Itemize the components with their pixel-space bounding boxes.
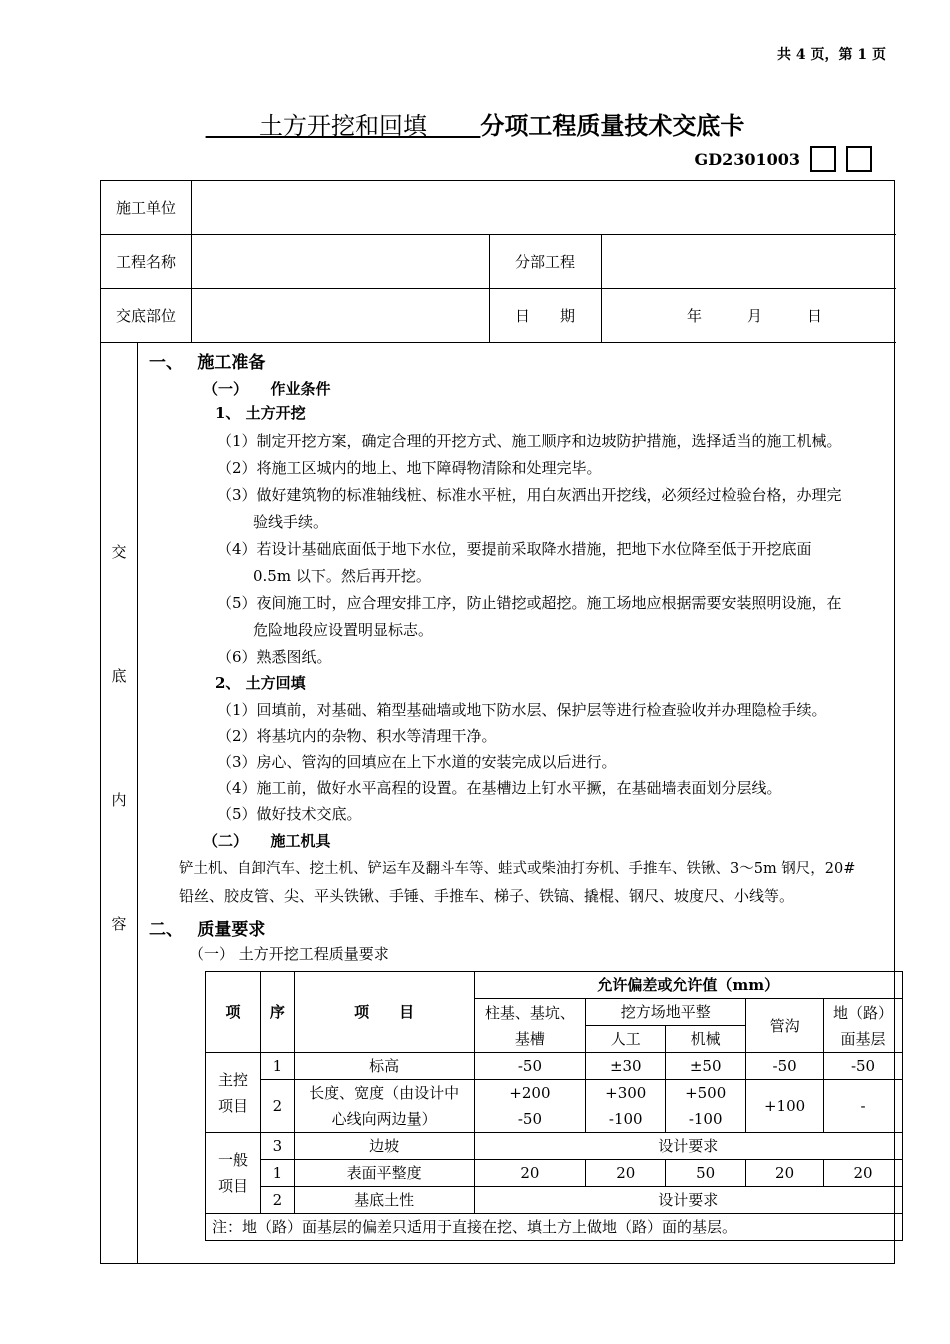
cell: -50 xyxy=(474,1053,586,1080)
cell: +300 -100 xyxy=(586,1080,666,1133)
cell: 1 xyxy=(260,1160,294,1187)
table-row xyxy=(206,1133,903,1160)
row-project xyxy=(101,235,896,289)
text-line: （3）做好建筑物的标准轴线桩、标准水平桩，用白灰洒出开挖线，必须经过检验台格，办理完 xyxy=(217,486,842,504)
table-note: 注：地（路）面基层的偏差只适用于直接在挖、填土方上做地（路）面的基层。 xyxy=(206,1214,903,1241)
cell: 边坡 xyxy=(294,1133,474,1160)
part-label: 交底部位 xyxy=(115,307,176,325)
page-title xyxy=(0,106,950,141)
checkbox-1[interactable] xyxy=(810,146,836,172)
date-value[interactable]: 年 月 日 xyxy=(686,307,822,325)
date-label: 日 期 xyxy=(514,307,575,325)
text-line: 0.5m 以下。然后再开挖。 xyxy=(253,567,431,585)
title-main: 分项工程质量技术交底卡 xyxy=(480,111,745,140)
group-main: 主控 项目 xyxy=(206,1053,261,1133)
doc-code-line xyxy=(695,146,872,172)
unit-label: 施工单位 xyxy=(115,199,176,217)
row-part xyxy=(101,289,896,343)
title-project: 土方开挖和回填 xyxy=(259,112,427,140)
subsection-heading: （一） 土方开挖工程质量要求 xyxy=(189,945,389,963)
form-table xyxy=(100,180,895,1264)
text-line: （6）熟悉图纸。 xyxy=(217,648,332,666)
cell: 基底土性 xyxy=(294,1187,474,1214)
cell: 表面平整度 xyxy=(294,1160,474,1187)
cell: 设计要求 xyxy=(474,1133,903,1160)
cell: 长度、宽度（由设计中 心线向两边量） xyxy=(294,1080,474,1133)
text-line: （3）房心、管沟的回填应在上下水道的安装完成以后进行。 xyxy=(217,753,617,771)
table-row xyxy=(206,1187,903,1214)
cell: 设计要求 xyxy=(474,1187,903,1214)
header-machine: 机械 xyxy=(666,1026,746,1053)
text-line: （1）制定开挖方案，确定合理的开挖方式、施工顺序和边坡防护措施，选择适当的施工机械。 xyxy=(217,432,842,450)
table-row xyxy=(206,1160,903,1187)
section-heading: 一、 施工准备 xyxy=(149,353,266,373)
table-note-row xyxy=(206,1214,903,1241)
header-pipe: 管沟 xyxy=(746,999,824,1053)
text-line: 铲土机、自卸汽车、挖土机、铲运车及翻斗车等、蛙式或柴油打夯机、手推车、铁锹、3～5m 钢尺，20# xyxy=(179,861,856,877)
cell: 20 xyxy=(586,1160,666,1187)
cell: - xyxy=(824,1080,903,1133)
header-road: 地（路） 面基层 xyxy=(824,999,903,1053)
project-value[interactable] xyxy=(191,235,489,288)
header-name: 项 目 xyxy=(294,972,474,1053)
sub-project-label: 分部工程 xyxy=(514,253,575,271)
cell: 2 xyxy=(260,1187,294,1214)
subsection-heading: （一） 作业条件 xyxy=(203,380,331,398)
cell: +100 xyxy=(746,1080,824,1133)
side-char-4: 容 xyxy=(111,915,127,933)
text-line: （4）施工前，做好水平高程的设置。在基槽边上钉水平撅，在基础墙表面划分层线。 xyxy=(217,779,782,797)
header-seq: 序 xyxy=(260,972,294,1053)
text-line: 铅丝、胶皮管、尖、平头铁锹、手锤、手推车、梯子、铁镐、撬棍、钢尺、坡度尺、小线等。 xyxy=(179,887,795,905)
cell: -50 xyxy=(746,1053,824,1080)
header-manual: 人工 xyxy=(586,1026,666,1053)
part-value[interactable] xyxy=(191,289,489,342)
cell: 20 xyxy=(824,1160,903,1187)
header-allowance: 允许偏差或允许值（mm） xyxy=(474,972,903,999)
content-area xyxy=(137,343,894,1263)
cell: +500 -100 xyxy=(666,1080,746,1133)
side-label xyxy=(101,343,138,1263)
page-number: 共 4 页，第 1 页 xyxy=(777,47,886,63)
header-item: 项 xyxy=(206,972,261,1053)
item-heading: 1、 土方开挖 xyxy=(215,404,306,422)
cell: 3 xyxy=(260,1133,294,1160)
text-line: （2）将施工区城内的地上、地下障碍物清除和处理完毕。 xyxy=(217,459,602,477)
table-row xyxy=(206,1053,903,1080)
section-heading: 二、 质量要求 xyxy=(149,920,266,940)
text-line: （5）做好技术交底。 xyxy=(217,805,362,823)
item-heading: 2、 土方回填 xyxy=(215,674,306,692)
text-line: （2）将基坑内的杂物、积水等清理干净。 xyxy=(217,727,497,745)
cell: +200 -50 xyxy=(474,1080,586,1133)
cell: 1 xyxy=(260,1053,294,1080)
group-general: 一般 项目 xyxy=(206,1133,261,1214)
quality-table xyxy=(205,971,903,1241)
project-label: 工程名称 xyxy=(115,253,176,271)
cell: ±30 xyxy=(586,1053,666,1080)
cell: 2 xyxy=(260,1080,294,1133)
header-field: 挖方场地平整 xyxy=(586,999,746,1026)
side-char-2: 底 xyxy=(111,667,127,685)
text-line: （4）若设计基础底面低于地下水位，要提前采取降水措施，把地下水位降至低于开挖底面 xyxy=(217,540,812,558)
header-col1: 柱基、基坑、 基槽 xyxy=(474,999,586,1053)
checkbox-2[interactable] xyxy=(846,146,872,172)
cell: 50 xyxy=(666,1160,746,1187)
subsection-heading: （二） 施工机具 xyxy=(203,832,331,850)
text-line: （1）回填前，对基础、箱型基础墙或地下防水层、保护层等进行检查验收并办理隐检手续。 xyxy=(217,701,827,719)
cell: ±50 xyxy=(666,1053,746,1080)
side-char-3: 内 xyxy=(111,791,127,809)
cell: -50 xyxy=(824,1053,903,1080)
unit-value[interactable] xyxy=(191,181,896,234)
row-unit xyxy=(101,181,896,235)
text-line: 危险地段应设置明显标志。 xyxy=(253,621,434,639)
cell: 20 xyxy=(474,1160,586,1187)
table-row xyxy=(206,1080,903,1133)
sub-project-value[interactable] xyxy=(601,235,896,288)
doc-code: GD2301003 xyxy=(694,149,800,169)
text-line: （5）夜间施工时，应合理安排工序，防止错挖或超挖。施工场地应根据需要安装照明设施，在 xyxy=(217,594,842,612)
side-char-1: 交 xyxy=(111,543,127,561)
cell: 标高 xyxy=(294,1053,474,1080)
cell: 20 xyxy=(746,1160,824,1187)
text-line: 验线手续。 xyxy=(253,513,329,531)
